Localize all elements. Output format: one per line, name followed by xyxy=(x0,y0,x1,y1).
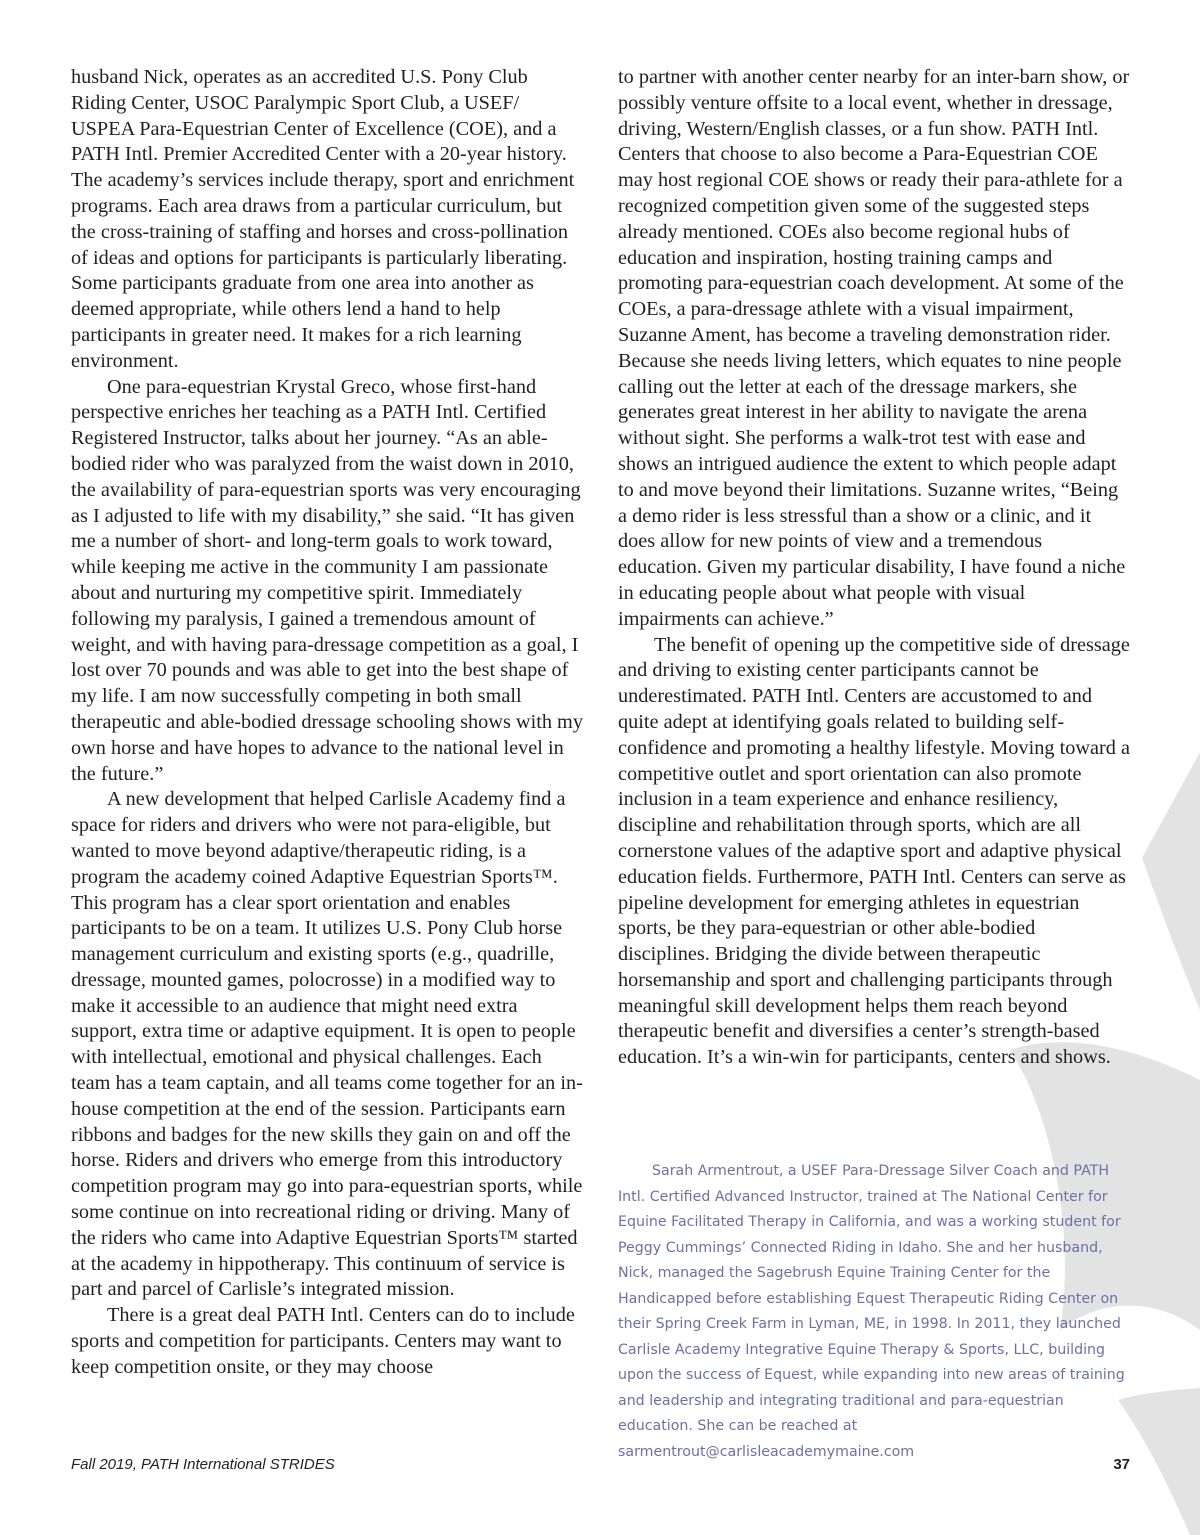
decor-shape-top xyxy=(1142,752,1200,1010)
paragraph: One para-equestrian Krystal Greco, whose first-hand perspective enriches her teaching as a PATH Intl. Certified Registered Instructor, talks about her journey. “As an able-bodied rider who was paralyzed from the waist down in 2010, the availability of para-equestrian sports was very encouraging as I adjusted to life with my disability,” she said. “It has given me a number of short- and long-term goals to work toward, while keeping me active in the community I am passionate about and nurturing my competitive spirit. Immediately following my paralysis, I gained a tremendous amount of weight, and with having para-dressage competition as a goal, I lost over 70 pounds and was able to get into the best shape of my life. I am now successfully competing in both small therapeutic and able-bodied dressage schooling shows with my own horse and have hopes to advance to the national level in the future.” xyxy=(71,375,583,785)
decor-shape-bottom xyxy=(1118,1388,1200,1535)
paragraph: There is a great deal PATH Intl. Centers can do to include sports and competition for participants. Centers may want to keep competition onsite, or they may choose xyxy=(71,1304,575,1378)
paragraph: to partner with another center nearby for an inter-barn show, or possibly venture offsite to a local event, whether in dressage, driving, Western/English classes, or a fun show. PATH Intl. Centers that choose to also become a Para-Equestrian COE may host regional COE shows or ready their para-athlete for a recognized competition given some of the suggested steps already mentioned. COEs also become regional hubs of education and inspiration, hosting training camps and promoting para-equestrian coach development. At some of the COEs, a para-dressage athlete with a visual impairment, Suzanne Ament, has become a traveling demonstration rider. Because she needs living letters, which equates to nine people calling out the letter at each of the dressage markers, she generates great interest in her ability to navigate the arena without sight. She performs a walk-trot test with ease and shows an intrigued audience the extent to which people adapt to and move beyond their limitations. Suzanne writes, “Being a demo rider is less stressful than a show or a clinic, and it does allow for new points of view and a tremendous education. Given my particular disability, I have found a niche in educating people about what people with visual impairments can achieve.” xyxy=(618,66,1130,630)
article-column-right xyxy=(618,65,1130,1071)
paragraph: husband Nick, operates as an accredited U.S. Pony Club Riding Center, USOC Paralympic Sport Club, a USEF/ USPEA Para-Equestrian Center of Excellence (COE), and a PATH Intl. Premier Accredited Center with a 20-year history. The academy’s services include therapy, sport and enrichment programs. Each area draws from a particular curriculum, but the cross-training of staffing and horses and cross-pollination of ideas and options for participants is particularly liberating. Some participants graduate from one area into another as deemed appropriate, while others lend a hand to help participants in greater need. It makes for a rich learning environment. xyxy=(71,66,575,372)
footer-publication: Fall 2019, PATH International STRIDES xyxy=(71,1456,335,1473)
page-number: 37 xyxy=(1113,1456,1130,1473)
author-bio: Sarah Armentrout, a USEF Para-Dressage Silver Coach and PATH Intl. Certified Advanced Instructor, trained at The National Center for Equine Facilitated Therapy in California, and was a working student for Peggy Cummings’ Connected Riding in Idaho. She and her husband, Nick, managed the Sagebrush Equine Training Center for the Handicapped before establishing Equest Therapeutic Riding Center on their Spring Creek Farm in Lyman, ME, in 1998. In 2011, they launched Carlisle Academy Integrative Equine Therapy & Sports, LLC, building upon the success of Equest, while expanding into new areas of training and leadership and integrating traditional and para-equestrian education. She can be reached at sarmentrout@carlisleacademymaine.com xyxy=(618,1163,1125,1460)
paragraph: A new development that helped Carlisle Academy find a space for riders and drivers who were not para-eligible, but wanted to move beyond adaptive/therapeutic riding, is a program the academy coined Adaptive Equestrian Sports™. This program has a clear sport orientation and enables participants to be on a team. It utilizes U.S. Pony Club horse management curriculum and existing sports (e.g., quadrille, dressage, mounted games, polocrosse) in a modified way to make it accessible to an audience that might need extra support, extra time or adaptive equipment. It is open to people with intellectual, emotional and physical challenges. Each team has a team captain, and all teams come together for an in-house competition at the end of the session. Participants earn ribbons and badges for the new skills they gain on and off the horse. Riders and drivers who emerge from this introductory competition program may go into para-equestrian sports, while some continue on into recreational riding or driving. Many of the riders who came into Adaptive Equestrian Sports™ started at the academy in hippotherapy. This continuum of service is part and parcel of Carlisle’s integrated mission. xyxy=(71,788,583,1301)
article-column-left xyxy=(71,65,585,1381)
paragraph: The benefit of opening up the competitive side of dressage and driving to existing center participants cannot be underestimated. PATH Intl. Centers are accustomed to and quite adept at identifying goals related to building self-confidence and promoting a healthy lifestyle. Moving toward a competitive outlet and sport orientation can also promote inclusion in a team experience and enhance resiliency, discipline and rehabilitation through sports, which are all cornerstone values of the adaptive sport and adaptive physical education fields. Furthermore, PATH Intl. Centers can serve as pipeline development for emerging athletes in equestrian sports, be they para-equestrian or other able-bodied disciplines. Bridging the divide between therapeutic horsemanship and sport and challenging participants through meaningful skill development helps them reach beyond therapeutic benefit and diversifies a center’s strength-based education. It’s a win-win for participants, centers and shows. xyxy=(618,633,1130,1069)
